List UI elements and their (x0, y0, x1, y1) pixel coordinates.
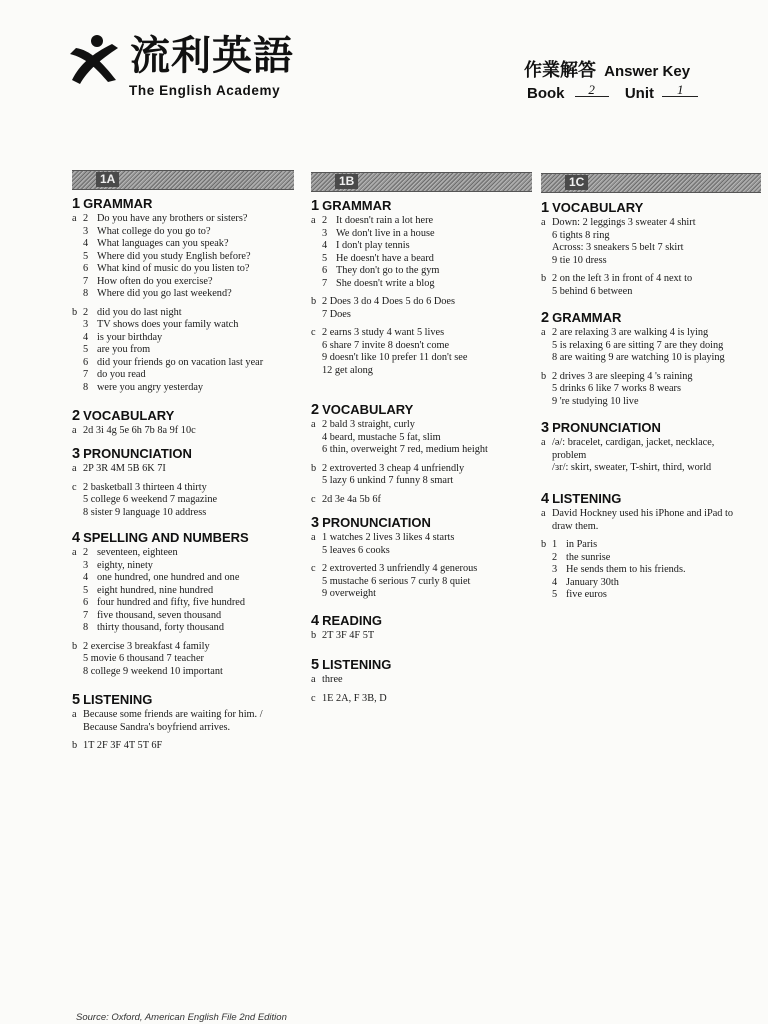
answer-text: Where did you go last weekend? (97, 288, 232, 299)
lesson-banner-label: 1C (565, 175, 588, 190)
item-number: 2 (552, 551, 558, 563)
book-value: 2 (575, 84, 609, 97)
answer-text: 2d 3e 4a 5b 6f (322, 493, 381, 505)
answer-line (72, 226, 211, 239)
section-heading (311, 613, 382, 629)
answer-text: 4 beard, mustache 5 fat, slim (322, 431, 441, 443)
answer-text: three (322, 674, 343, 685)
section-title: PRONUNCIATION (552, 420, 661, 435)
answer-text: eight hundred, nine hundred (97, 584, 214, 596)
answer-line (311, 576, 470, 589)
answer-text: 5 drinks 6 like 7 works 8 wears (552, 383, 681, 394)
answer-line (541, 255, 607, 268)
item-number: 4 (552, 576, 558, 588)
answer-line (72, 482, 207, 495)
answer-line (311, 296, 455, 309)
item-number: 6 (322, 265, 328, 276)
exercise-letter: c (311, 563, 316, 574)
answer-text: 1T 2F 3F 4T 5T 6F (83, 740, 163, 751)
item-number: 2 (83, 306, 89, 318)
exercise-letter: c (311, 692, 316, 704)
section-heading (311, 515, 431, 531)
answer-line (72, 369, 146, 382)
answer-line (541, 242, 684, 255)
item-number: 3 (83, 559, 89, 571)
answer-line (541, 371, 693, 384)
answer-text: problem (552, 449, 587, 461)
exercise-letter: b (311, 462, 317, 474)
item-number: 3 (322, 227, 328, 239)
item-number: 2 (322, 215, 328, 226)
answer-text: draw them. (552, 520, 599, 532)
unit-label: Unit (624, 85, 655, 102)
answer-line (541, 564, 686, 577)
answer-line (311, 352, 467, 365)
book-label: Book (527, 85, 565, 102)
exercise-letter: b (311, 630, 317, 641)
answer-text: What kind of music do you listen to? (97, 263, 250, 274)
section-heading (72, 196, 152, 212)
section-title: GRAMMAR (83, 196, 153, 211)
section-heading (72, 530, 249, 546)
answer-text: 5 behind 6 between (552, 285, 633, 297)
lesson-banner-label: 1A (96, 172, 119, 187)
answer-text: thirty thousand, forty thousand (97, 622, 224, 633)
answer-text: 2T 3F 4F 5T (322, 630, 375, 641)
answer-line (541, 462, 711, 475)
item-number: 3 (83, 225, 89, 237)
answer-line (541, 327, 708, 340)
answer-line (72, 382, 203, 395)
answer-text: 9 're studying 10 live (552, 395, 639, 407)
exercise-letter: b (72, 740, 78, 751)
section-number: 4 (311, 613, 320, 629)
answer-line (541, 273, 692, 286)
answer-text: 7 Does (322, 308, 351, 320)
item-number: 4 (83, 238, 89, 249)
exercise-letter: c (72, 481, 77, 493)
exercise-letter: b (541, 370, 547, 382)
answer-text: 2 Does 3 do 4 Does 5 do 6 Does (322, 296, 455, 307)
answer-text: How often do you exercise? (97, 275, 213, 287)
answer-text: 2d 3i 4g 5e 6h 7b 8a 9f 10c (83, 425, 196, 436)
item-number: 4 (322, 240, 328, 251)
section-title: LISTENING (322, 657, 392, 672)
answer-line (541, 217, 696, 230)
answer-line (72, 251, 251, 264)
exercise-letter: a (72, 425, 77, 436)
answer-text: Where did you study English before? (97, 250, 251, 262)
answer-line (541, 230, 610, 243)
exercise-letter: a (541, 508, 546, 519)
answer-line (311, 475, 453, 488)
answer-line (72, 263, 249, 276)
lesson-1a-column (72, 170, 297, 770)
item-number: 5 (83, 344, 89, 355)
section-number: 5 (72, 692, 81, 708)
item-number: 5 (83, 250, 89, 262)
answer-line (311, 278, 435, 291)
exercise-letter: b (541, 539, 547, 550)
answer-text: were you angry yesterday (97, 381, 204, 393)
answer-text: are you from (97, 344, 151, 355)
item-number: 5 (552, 589, 558, 600)
answer-text: 5 lazy 6 unkind 7 funny 8 smart (322, 475, 454, 486)
answer-text: the sunrise (566, 551, 611, 563)
section-title: PRONUNCIATION (322, 515, 431, 530)
book-unit-line (527, 84, 698, 102)
answer-text: 9 doesn't like 10 prefer 11 don't see (322, 352, 468, 363)
item-number: 8 (83, 381, 89, 393)
section-title: VOCABULARY (552, 200, 644, 215)
section-title: LISTENING (552, 491, 622, 506)
answer-text: 6 tights 8 ring (552, 229, 610, 241)
answer-key-english: Answer Key (604, 63, 691, 80)
answer-text: We don't live in a house (336, 227, 435, 239)
exercise-letter: b (72, 306, 78, 318)
item-number: 7 (83, 369, 89, 380)
answer-line (311, 240, 410, 253)
source-footer: Source: Oxford, American English File 2nd Edition (76, 1012, 287, 1023)
answer-text: She doesn't write a blog (336, 277, 435, 289)
item-number: 7 (83, 609, 89, 621)
answer-line (311, 463, 464, 476)
answer-text: do you read (97, 369, 146, 380)
answer-text: 5 mustache 6 serious 7 curly 8 quiet (322, 575, 471, 587)
answer-line (72, 276, 213, 289)
answer-line (311, 228, 435, 241)
section-number: 5 (311, 657, 320, 673)
answer-text: did you do last night (97, 306, 182, 318)
answer-text: /ɜr/: skirt, sweater, T-shirt, third, world (552, 462, 712, 473)
answer-text: seventeen, eighteen (97, 547, 178, 558)
exercise-letter: c (311, 493, 316, 505)
section-title: VOCABULARY (322, 402, 414, 417)
item-number: 8 (83, 288, 89, 299)
exercise-letter: a (311, 215, 316, 226)
answer-text: I don't play tennis (336, 240, 410, 251)
lesson-1c-column (541, 173, 762, 633)
answer-text: 2 extroverted 3 unfriendly 4 generous (322, 563, 478, 574)
item-number: 1 (552, 539, 558, 550)
item-number: 7 (83, 275, 89, 287)
section-heading (72, 408, 174, 424)
answer-line (311, 693, 387, 706)
answer-text: Down: 2 leggings 3 sweater 4 shirt (552, 217, 696, 228)
section-heading (311, 198, 391, 214)
item-number: 6 (83, 597, 89, 608)
section-heading (311, 402, 413, 418)
answer-text: 2 extroverted 3 cheap 4 unfriendly (322, 462, 465, 474)
item-number: 5 (83, 584, 89, 596)
answer-text: 2 on the left 3 in front of 4 next to (552, 273, 693, 284)
section-number: 3 (541, 420, 550, 436)
answer-text: They don't go to the gym (336, 265, 440, 276)
answer-line (541, 286, 632, 299)
lesson-banner (311, 172, 532, 192)
lesson-1b-column (311, 172, 532, 732)
item-number: 7 (322, 277, 328, 289)
answer-line (311, 674, 343, 687)
answer-line (72, 666, 223, 679)
answer-text: David Hockney used his iPhone and iPad to (552, 508, 734, 519)
section-number: 2 (311, 402, 320, 418)
answer-line (541, 508, 733, 521)
unit-value: 1 (662, 84, 698, 97)
exercise-letter: b (541, 273, 547, 284)
section-number: 2 (541, 310, 550, 326)
exercise-letter: b (311, 296, 317, 307)
answer-text: He doesn't have a beard (336, 252, 434, 264)
answer-line (72, 332, 162, 345)
answer-text: 9 tie 10 dress (552, 254, 607, 266)
answer-line (72, 307, 182, 320)
answer-text: 1 watches 2 lives 3 likes 4 starts (322, 532, 455, 543)
exercise-letter: a (541, 327, 546, 338)
answer-text: 2 drives 3 are sleeping 4 's raining (552, 370, 693, 382)
answer-text: 2 bald 3 straight, curly (322, 419, 415, 430)
exercise-letter: a (72, 463, 77, 474)
exercise-letter: a (311, 419, 316, 430)
answer-text: 2P 3R 4M 5B 6K 7I (83, 463, 166, 474)
answer-line (72, 288, 232, 301)
answer-text: 1E 2A, F 3B, D (322, 692, 387, 704)
lesson-banner-label: 1B (335, 174, 358, 189)
answer-text: 2 exercise 3 breakfast 4 family (83, 640, 210, 652)
answer-line (72, 597, 245, 610)
section-heading (541, 491, 621, 507)
item-number: 3 (83, 319, 89, 330)
answer-text: Do you have any brothers or sisters? (97, 213, 248, 224)
exercise-letter: a (72, 709, 77, 720)
item-number: 2 (83, 213, 89, 224)
answer-text: TV shows does your family watch (97, 319, 239, 330)
answer-text: Because some friends are waiting for him. / (83, 709, 263, 720)
answer-text: 2 basketball 3 thirteen 4 thirty (83, 481, 207, 493)
answer-text: January 30th (566, 576, 619, 588)
answer-line (72, 622, 224, 635)
answer-text: one hundred, one hundred and one (97, 572, 240, 583)
answer-text: 8 college 9 weekend 10 important (83, 665, 223, 677)
answer-line (72, 357, 263, 370)
answer-text: 2 are relaxing 3 are walking 4 is lying (552, 327, 709, 338)
answer-line (72, 213, 247, 226)
exercise-letter: a (72, 547, 77, 558)
answer-text: What college do you go to? (97, 225, 211, 237)
answer-line (72, 709, 263, 722)
answer-line (72, 653, 204, 666)
answer-line (72, 610, 221, 623)
answer-text: 2 earns 3 study 4 want 5 lives (322, 327, 445, 338)
answer-line (72, 425, 196, 438)
section-number: 2 (72, 408, 81, 424)
exercise-letter: a (311, 674, 316, 685)
answer-line (541, 352, 725, 365)
answer-text: 9 overweight (322, 588, 377, 599)
answer-line (72, 494, 217, 507)
section-number: 3 (72, 446, 81, 462)
lesson-banner (72, 170, 294, 190)
exercise-letter: a (72, 213, 77, 224)
answer-text: eighty, ninety (97, 559, 153, 571)
answer-text: is your birthday (97, 331, 163, 343)
answer-text: 5 leaves 6 cooks (322, 544, 390, 556)
answer-line (72, 344, 150, 357)
answer-text: He sends them to his friends. (566, 564, 686, 575)
section-number: 1 (72, 196, 81, 212)
answer-line (541, 589, 607, 602)
item-number: 5 (322, 252, 328, 264)
section-title: SPELLING AND NUMBERS (83, 530, 249, 545)
answer-text: Across: 3 sneakers 5 belt 7 skirt (552, 242, 684, 253)
answer-text: What languages can you speak? (97, 238, 229, 249)
section-number: 3 (311, 515, 320, 531)
answer-line (311, 327, 444, 340)
section-title: VOCABULARY (83, 408, 175, 423)
logo-chinese-text: 流利英語 (130, 33, 294, 79)
exercise-letter: b (72, 640, 78, 652)
item-number: 4 (83, 572, 89, 583)
section-number: 4 (541, 491, 550, 507)
answer-line (72, 319, 238, 332)
answer-line (72, 547, 178, 560)
answer-text: 6 share 7 invite 8 doesn't come (322, 339, 450, 351)
section-number: 1 (541, 200, 550, 216)
answer-line (311, 365, 373, 378)
answer-line (311, 432, 441, 445)
answer-line (311, 340, 449, 353)
answer-text: five euros (566, 589, 607, 600)
answer-text: 5 movie 6 thousand 7 teacher (83, 653, 204, 664)
answer-text: four hundred and fifty, five hundred (97, 597, 246, 608)
answer-line (311, 309, 351, 322)
section-title: GRAMMAR (552, 310, 622, 325)
answer-line (311, 545, 390, 558)
answer-line (541, 539, 597, 552)
item-number: 6 (83, 356, 89, 368)
section-title: READING (322, 613, 383, 628)
answer-line (311, 265, 439, 278)
section-heading (541, 420, 661, 436)
answer-text: 8 sister 9 language 10 address (83, 506, 207, 518)
answer-text: /ə/: bracelet, cardigan, jacket, necklace, (552, 437, 715, 448)
answer-line (72, 560, 153, 573)
answer-text: in Paris (566, 539, 598, 550)
answer-text: 5 is relaxing 6 are sitting 7 are they doing (552, 339, 724, 351)
answer-line (311, 253, 434, 266)
section-number: 1 (311, 198, 320, 214)
answer-line (311, 532, 454, 545)
answer-line (311, 494, 381, 507)
answer-line (311, 563, 477, 576)
section-heading (311, 657, 391, 673)
answer-line (311, 419, 415, 432)
answer-line (72, 641, 210, 654)
answer-line (72, 585, 213, 598)
exercise-letter: a (541, 217, 546, 228)
answer-line (311, 588, 376, 601)
academy-logo-icon (66, 34, 128, 84)
answer-key-chinese: 作業解答 (524, 60, 596, 81)
answer-line (541, 577, 619, 590)
answer-line (541, 396, 639, 409)
section-number: 4 (72, 530, 81, 546)
answer-text: Because Sandra's boyfriend arrives. (83, 721, 231, 733)
answer-line (72, 740, 162, 753)
section-heading (541, 200, 643, 216)
section-title: LISTENING (83, 692, 153, 707)
answer-text: 12 get along (322, 364, 373, 376)
answer-line (311, 215, 433, 228)
exercise-letter: a (541, 437, 546, 448)
answer-line (541, 383, 681, 396)
item-number: 2 (83, 547, 89, 558)
answer-line (541, 552, 610, 565)
answer-text: 5 college 6 weekend 7 magazine (83, 494, 218, 505)
answer-line (541, 521, 598, 534)
answer-line (72, 507, 206, 520)
section-title: PRONUNCIATION (83, 446, 192, 461)
section-heading (72, 692, 152, 708)
answer-key-title (524, 56, 690, 82)
exercise-letter: a (311, 532, 316, 543)
section-heading (72, 446, 192, 462)
answer-text: 8 are waiting 9 are watching 10 is playing (552, 352, 725, 363)
answer-text: did your friends go on vacation last year (97, 356, 264, 368)
item-number: 4 (83, 331, 89, 343)
item-number: 3 (552, 564, 558, 575)
answer-line (311, 630, 374, 643)
answer-line (541, 450, 586, 463)
answer-line (541, 340, 723, 353)
answer-text: five thousand, seven thousand (97, 609, 222, 621)
answer-text: 6 thin, overweight 7 red, medium height (322, 444, 488, 455)
answer-line (72, 238, 229, 251)
lesson-banner (541, 173, 761, 193)
item-number: 6 (83, 263, 89, 274)
answer-line (72, 463, 166, 476)
answer-line (72, 722, 230, 735)
section-heading (541, 310, 621, 326)
section-title: GRAMMAR (322, 198, 392, 213)
logo-english-text: The English Academy (129, 83, 281, 98)
item-number: 8 (83, 622, 89, 633)
answer-line (311, 444, 488, 457)
answer-line (72, 572, 239, 585)
answer-text: It doesn't rain a lot here (336, 215, 434, 226)
answer-line (541, 437, 714, 450)
exercise-letter: c (311, 327, 316, 338)
